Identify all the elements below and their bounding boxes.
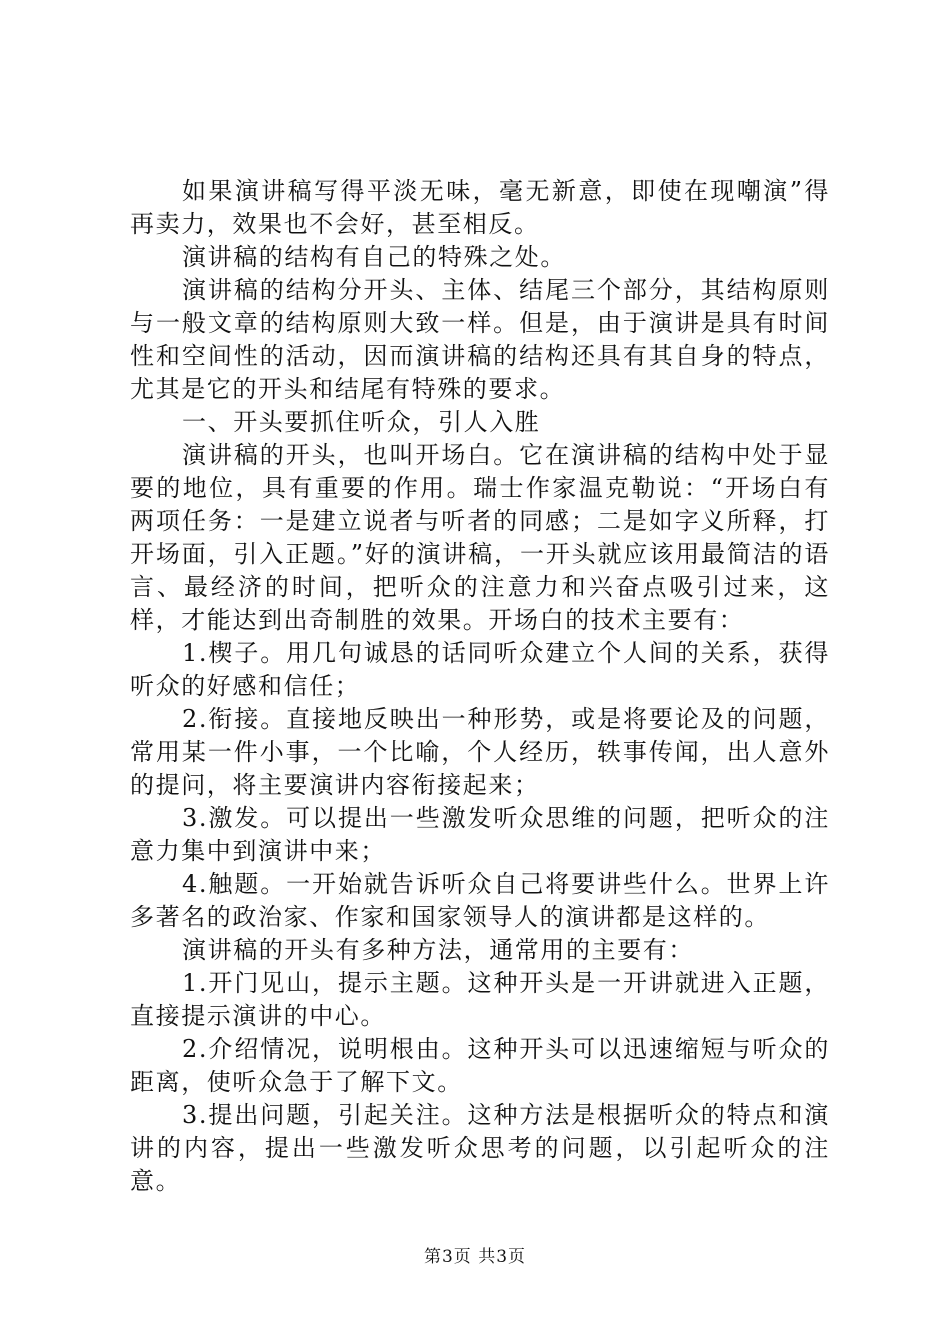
- document-body: [130, 175, 830, 1198]
- paragraph: 演讲稿的开头有多种方法，通常用的主要有：: [182, 936, 694, 964]
- list-item: 2.衔接。直接地反映出一种形势，或是将要论及的问题，常用某一件小事，一个比喻，个人经历，轶事传闻，出人意外的提问，将主要演讲内容衔接起来；: [130, 705, 830, 799]
- paragraph: 如果演讲稿写得平淡无味，毫无新意，即使在现嘲演”得再卖力，效果也不会好，甚至相反。: [130, 177, 830, 238]
- paragraph: 演讲稿的开头，也叫开场白。它在演讲稿的结构中处于显要的地位，具有重要的作用。瑞士作家温克勒说：“开场白有两项任务：一是建立说者与听者的同感；二是如字义所释，打开场面，引入正题。”好的演讲稿，一开头就应该用最简洁的语言、最经济的时间，把听众的注意力和兴奋点吸引过来，这样，才能达到出奇制胜的效果。开场白的技术主要有：: [130, 441, 830, 634]
- list-item: 1.开门见山，提示主题。这种开头是一开讲就进入正题，直接提示演讲的中心。: [130, 969, 830, 1030]
- list-item: 3.提出问题，引起关注。这种方法是根据听众的特点和演讲的内容，提出一些激发听众思考的问题，以引起听众的注意。: [130, 1101, 830, 1195]
- list-item: 2.介绍情况，说明根由。这种开头可以迅速缩短与听众的距离，使听众急于了解下文。: [130, 1035, 830, 1096]
- page-number-footer: 第3页 共3页: [423, 1247, 527, 1267]
- list-item: 3.激发。可以提出一些激发听众思维的问题，把听众的注意力集中到演讲中来；: [130, 804, 830, 865]
- section-heading: 一、开头要抓住听众，引人入胜: [182, 408, 541, 436]
- paragraph: 演讲稿的结构分开头、主体、结尾三个部分，其结构原则与一般文章的结构原则大致一样。但是，由于演讲是具有时间性和空间性的活动，因而演讲稿的结构还具有其自身的特点，尤其是它的开头和结尾有特殊的要求。: [130, 276, 830, 403]
- list-item: 4.触题。一开始就告诉听众自己将要讲些什么。世界上许多著名的政治家、作家和国家领导人的演讲都是这样的。: [130, 870, 830, 931]
- paragraph: 演讲稿的结构有自己的特殊之处。: [182, 243, 566, 271]
- list-item: 1.楔子。用几句诚恳的话同听众建立个人间的关系，获得听众的好感和信任；: [130, 639, 830, 700]
